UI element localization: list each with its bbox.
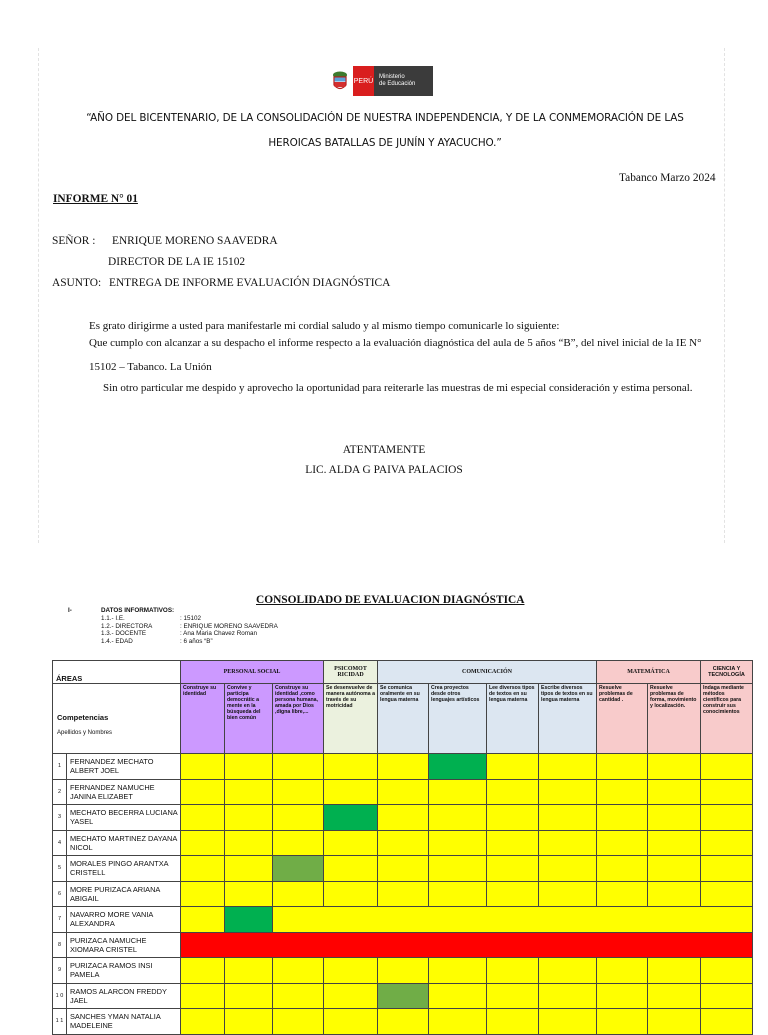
- section-title: DATOS INFORMATIVOS:: [101, 607, 175, 614]
- logo-peru-label: PERÚ: [353, 66, 374, 96]
- evaluation-cell: [378, 881, 429, 907]
- student-name: RAMOS ALARCON FREDDY JAEL: [67, 983, 181, 1009]
- evaluation-cell: [181, 830, 225, 856]
- evaluation-cell: [378, 958, 429, 984]
- evaluation-cell: [539, 856, 597, 882]
- body-paragraph-1: Es grato dirigirme a usted para manifestarle mi cordial saludo y al mismo tiempo comunicarle lo siguiente:: [89, 320, 560, 332]
- evaluation-cell: [273, 1009, 324, 1035]
- evaluation-cell: [701, 830, 753, 856]
- student-name: MORALES PINGO ARANTXA CRISTELL: [67, 856, 181, 882]
- table-row: [53, 1009, 753, 1035]
- evaluation-cell: [701, 754, 753, 780]
- evaluation-cell: [378, 983, 429, 1009]
- evaluation-cell: [701, 958, 753, 984]
- table-row: [53, 932, 753, 958]
- competencia-cell: Se desenvuelve de manera autónoma a través de su motricidad: [324, 684, 378, 754]
- evaluation-cell: [273, 830, 324, 856]
- area-ciencia-tecnologia: CIENCIA Y TECNOLOGÍA: [701, 661, 753, 684]
- evaluation-cell: [597, 856, 648, 882]
- evaluation-cell: [429, 881, 487, 907]
- year-motto-line1: “AÑO DEL BICENTENARIO, DE LA CONSOLIDACIÓN DE NUESTRA INDEPENDENCIA, Y DE LA CONMEMORACIÓN DE LAS: [86, 112, 684, 124]
- student-name: NAVARRO MORE VANIA ALEXANDRA: [67, 907, 181, 933]
- evaluation-cell: [324, 805, 378, 831]
- competencia-cell: Se comunica oralmente en su lengua materna: [378, 684, 429, 754]
- table-row: [53, 907, 753, 933]
- student-number: 9: [53, 958, 67, 984]
- table-row: [53, 958, 753, 984]
- evaluation-cell: [273, 983, 324, 1009]
- evaluation-cell: [597, 805, 648, 831]
- signature: LIC. ALDA G PAIVA PALACIOS: [305, 464, 463, 476]
- year-motto-line2: HEROICAS BATALLAS DE JUNÍN Y AYACUCHO.”: [268, 137, 502, 149]
- evaluation-cell: [597, 983, 648, 1009]
- peru-shield-icon: [331, 69, 349, 93]
- evaluation-cell: [273, 958, 324, 984]
- student-name: PURIZACA RAMOS INSI PAMELA: [67, 958, 181, 984]
- body-paragraph-3: Sin otro particular me despido y aprovecho la oportunidad para reiterarle las muestras de mi especial consideración y estima personal.: [103, 382, 693, 394]
- competencias-header: Competencias Apellidos y Nombres: [53, 684, 181, 754]
- student-name: FERNANDEZ NAMUCHE JANINA ELIZABET: [67, 779, 181, 805]
- evaluation-cell: [487, 805, 539, 831]
- evaluation-cell: [648, 805, 701, 831]
- evaluation-cell: [429, 779, 487, 805]
- evaluation-cell: [648, 1009, 701, 1035]
- evaluation-cell: [701, 805, 753, 831]
- table-row: [53, 805, 753, 831]
- competencia-cell: Convive y participa democrátic a mente en la búsqueda del bien común: [225, 684, 273, 754]
- evaluation-cell: [429, 958, 487, 984]
- evaluation-cell: [225, 958, 273, 984]
- evaluation-cell: [181, 779, 225, 805]
- evaluation-cell: [181, 805, 225, 831]
- evaluation-cell: [378, 856, 429, 882]
- area-psicomotricidad: PSICOMOT RICIDAD: [324, 661, 378, 684]
- body-paragraph-2: Que cumplo con alcanzar a su despacho el informe respecto a la evaluación diagnóstica del aula de 5 años “B”, del nivel inicial de la IE N°: [89, 337, 702, 349]
- evaluation-cell: [539, 1009, 597, 1035]
- evaluation-cell: [225, 830, 273, 856]
- student-number: 4: [53, 830, 67, 856]
- evaluation-cell: [539, 805, 597, 831]
- addressee-name: ENRIQUE MORENO SAAVEDRA: [112, 235, 278, 247]
- minedu-logo: [331, 66, 433, 96]
- page-margin-line: [724, 48, 725, 543]
- evaluation-cell: [181, 907, 225, 933]
- student-number: 1: [53, 754, 67, 780]
- competencia-cell: Construye su identidad ,como persona humana, amada por Dios ,digna libre,...: [273, 684, 324, 754]
- body-paragraph-2-cont: 15102 – Tabanco. La Unión: [89, 361, 212, 373]
- evaluation-cell: [225, 805, 273, 831]
- logo-ministry-label: Ministerio de Educación: [374, 66, 433, 96]
- evaluation-cell: [539, 881, 597, 907]
- evaluation-cell: [429, 983, 487, 1009]
- competencia-cell: Resuelve problemas de forma, movimiento y localización.: [648, 684, 701, 754]
- evaluation-cell: [429, 754, 487, 780]
- evaluation-cell: [648, 779, 701, 805]
- evaluation-cell: [597, 958, 648, 984]
- evaluation-cell: [324, 754, 378, 780]
- evaluation-cell: [487, 779, 539, 805]
- evaluation-cell: [539, 958, 597, 984]
- evaluation-cell: [378, 830, 429, 856]
- evaluation-cell: [181, 881, 225, 907]
- evaluation-cell: [324, 1009, 378, 1035]
- addressee-label: SEÑOR :: [52, 235, 96, 247]
- subject-label: ASUNTO:: [52, 277, 102, 289]
- area-personal-social: PERSONAL SOCIAL: [181, 661, 324, 684]
- student-name: MORE PURIZACA ARIANA ABIGAIL: [67, 881, 181, 907]
- evaluation-cell: [648, 856, 701, 882]
- evaluation-cell: [181, 958, 225, 984]
- evaluation-cell: [273, 856, 324, 882]
- area-matematica: MATEMÁTICA: [597, 661, 701, 684]
- evaluation-cell: [181, 983, 225, 1009]
- student-number: 7: [53, 907, 67, 933]
- info-labels: 1.1.- I.E. 1.2.- DIRECTORA 1.3.- DOCENTE 1.4.- EDAD: [101, 615, 153, 645]
- evaluation-cell: [181, 856, 225, 882]
- evaluation-table: [52, 660, 753, 1035]
- competencia-cell: Lee diversos tipos de textos en su lengua materna: [487, 684, 539, 754]
- student-number: 5: [53, 856, 67, 882]
- table-row: [53, 830, 753, 856]
- competencia-cell: Resuelve problemas de cantidad .: [597, 684, 648, 754]
- evaluation-cell: [273, 881, 324, 907]
- competencia-cell: Crea proyectos desde otros lenguajes artísticos: [429, 684, 487, 754]
- competencia-cell: Indaga mediante métodos científicos para construir sus conocimientos: [701, 684, 753, 754]
- evaluation-cell: [539, 754, 597, 780]
- evaluation-cell: [273, 754, 324, 780]
- evaluation-cell: [648, 881, 701, 907]
- evaluation-cell: [597, 779, 648, 805]
- evaluation-cell: [597, 830, 648, 856]
- competencia-cell: Construye su identidad: [181, 684, 225, 754]
- evaluation-cell: [324, 830, 378, 856]
- evaluation-cell-merged: [273, 907, 753, 933]
- student-name: PURIZACA NAMUCHE XIOMARA CRISTEL: [67, 932, 181, 958]
- evaluation-cell: [487, 856, 539, 882]
- competencia-cell: Escribe diversos tipos de textos en su lengua materna: [539, 684, 597, 754]
- student-number: 1 1: [53, 1009, 67, 1035]
- table-row: [53, 754, 753, 780]
- evaluation-cell: [701, 856, 753, 882]
- evaluation-cell-merged: [181, 932, 753, 958]
- evaluation-cell: [324, 958, 378, 984]
- evaluation-cell: [701, 983, 753, 1009]
- student-number: 2: [53, 779, 67, 805]
- evaluation-cell: [539, 983, 597, 1009]
- evaluation-cell: [487, 754, 539, 780]
- table-row: [53, 983, 753, 1009]
- evaluation-cell: [487, 958, 539, 984]
- evaluation-cell: [597, 754, 648, 780]
- evaluation-cell: [324, 856, 378, 882]
- evaluation-cell: [378, 779, 429, 805]
- subject-text: ENTREGA DE INFORME EVALUACIÓN DIAGNÓSTICA: [109, 277, 391, 289]
- evaluation-cell: [487, 881, 539, 907]
- area-comunicacion: COMUNICACIÓN: [378, 661, 597, 684]
- evaluation-cell: [378, 754, 429, 780]
- consolidado-title: CONSOLIDADO DE EVALUACION DIAGNÓSTICA: [256, 594, 525, 606]
- student-number: 1 0: [53, 983, 67, 1009]
- evaluation-cell: [324, 881, 378, 907]
- evaluation-cell: [648, 754, 701, 780]
- evaluation-cell: [378, 805, 429, 831]
- evaluation-cell: [273, 779, 324, 805]
- evaluation-cell: [324, 983, 378, 1009]
- student-number: 6: [53, 881, 67, 907]
- evaluation-cell: [225, 1009, 273, 1035]
- evaluation-cell: [429, 1009, 487, 1035]
- evaluation-cell: [429, 830, 487, 856]
- closing: ATENTAMENTE: [342, 444, 426, 456]
- evaluation-cell: [701, 881, 753, 907]
- evaluation-cell: [225, 779, 273, 805]
- evaluation-cell: [181, 754, 225, 780]
- student-name: MECHATO BECERRA LUCIANA YASEL: [67, 805, 181, 831]
- table-row: [53, 856, 753, 882]
- evaluation-cell: [273, 805, 324, 831]
- evaluation-cell: [225, 907, 273, 933]
- evaluation-cell: [539, 830, 597, 856]
- evaluation-cell: [487, 983, 539, 1009]
- evaluation-cell: [701, 1009, 753, 1035]
- student-number: 8: [53, 932, 67, 958]
- info-values: : 15102 : ENRIQUE MORENO SAAVEDRA : Ana Maria Chavez Roman : 6 años “B”: [180, 615, 278, 645]
- evaluation-cell: [701, 779, 753, 805]
- evaluation-cell: [648, 958, 701, 984]
- evaluation-cell: [648, 983, 701, 1009]
- report-title: INFORME N° 01: [53, 193, 138, 205]
- evaluation-cell: [429, 856, 487, 882]
- evaluation-cell: [225, 754, 273, 780]
- evaluation-cell: [181, 1009, 225, 1035]
- evaluation-cell: [324, 779, 378, 805]
- evaluation-cell: [597, 1009, 648, 1035]
- evaluation-cell: [378, 1009, 429, 1035]
- evaluation-cell: [487, 830, 539, 856]
- addressee-role: DIRECTOR DE LA IE 15102: [108, 256, 246, 268]
- areas-header: ÁREAS: [53, 661, 181, 684]
- evaluation-cell: [648, 830, 701, 856]
- section-number: I-: [68, 607, 72, 614]
- evaluation-cell: [225, 983, 273, 1009]
- student-name: MECHATO MARTINEZ DAYANA NICOL: [67, 830, 181, 856]
- evaluation-cell: [539, 779, 597, 805]
- student-name: SANCHES YMAN NATALIA MADELEINE: [67, 1009, 181, 1035]
- page-margin-line: [38, 48, 39, 543]
- place-date: Tabanco Marzo 2024: [619, 172, 716, 184]
- student-name: FERNANDEZ MECHATO ALBERT JOEL: [67, 754, 181, 780]
- evaluation-cell: [487, 1009, 539, 1035]
- evaluation-cell: [225, 856, 273, 882]
- evaluation-cell: [429, 805, 487, 831]
- table-row: [53, 881, 753, 907]
- student-number: 3: [53, 805, 67, 831]
- table-row: [53, 779, 753, 805]
- evaluation-cell: [597, 881, 648, 907]
- evaluation-cell: [225, 881, 273, 907]
